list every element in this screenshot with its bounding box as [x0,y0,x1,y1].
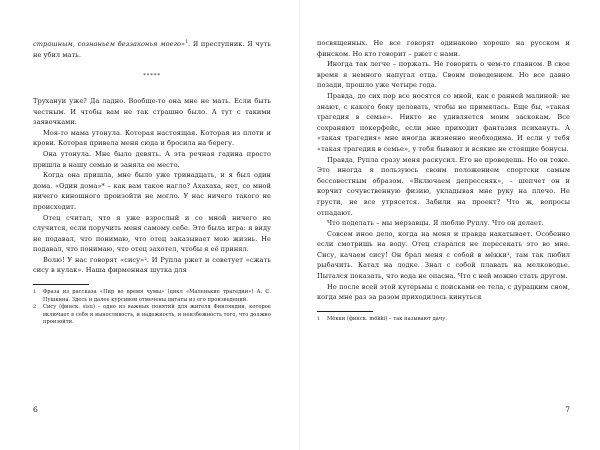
quote-italic: страшным, сознаньем беззаконья моего» [33,40,186,49]
paragraph: Правда, Рупла сразу меня раскусил. Его не проведешь. Но он тоже. Это иногда я пользуюсь своим положением спортски самым бессовестным образом. «Включаем депрессняк», – шепчет он и корчит сочувственную физию, укладывая мне руку на плечо. Не грусти, не все утрясется. Забили на проект? Что ж, вопросы отпадают. [317,155,570,217]
footnote-text: Фраза из рассказа «Пир во время чумы» (цикл «Маленькие трагедии») А. С. Пушкина. Здесь и далее курсивом отмечены цитаты из его произведений. [43,289,271,303]
footnote-number: 1 [33,290,37,296]
opening-rest: . Я преступник. Я чуть не убил мать. [33,40,271,59]
paragraph: Иногда так легче – поржать. Не говорить о чем-то главном. В свое время я немного напугал отца. Своим поведением. Но все давно позади, прошло уже четыре года. [317,60,570,90]
paragraph: Правда, до сих пор все носятся со мной, как с ранней малиной: не знают, с какого боку целовать, чтобы не примялась. Еще бы, «такая трагедия в семье». Никто не удивляется моим заскокам. Все сохраняют покерфейс, если мне приходит фантазия психануть. А «такая трагедия» мне иногда жизненно необходима. И если у тебя «такая трагедия в семье», у тебя бывают и всякие не стоящие бонусы. [317,91,570,153]
paragraph: Волю! У нас говорят «сису»². И Рупла ржет и советует «сжать сису в кулак». Наша фирменная шутка для [33,255,271,275]
footnote-ref: 1 [185,40,189,45]
footnote-number: 1 [317,316,321,322]
paragraph: посвященных. Не все говорят одинаково хорошо на русском и финском. Но кто говорит – ржет с нами. [317,39,570,58]
paragraph: Она утонула. Мне было девять. А эта речная гадина просто пришла в нашу семью и заняла ее место. [33,149,271,169]
paragraph: Моя-то мама утонула. Которая настоящая. Которая из плоти и крови. Которая привела меня сюда и бросила на берегу. [33,128,271,148]
opening-line [33,38,271,60]
footnote-rule [317,311,373,312]
footnote-rule [33,284,89,285]
paragraph: Когда она пришла, мне было уже тринадцать, и я был один дома. «Один дома»* – как вам такое нагло? Ахахаха, нет, со мной ничего киношного произойти не могло. У нас ничего такого не происходит. [33,171,271,211]
footnote-text: Мёкки (финск. mökki) – так называют дачу. [327,315,448,322]
paragraph: Трухануи уже? Да ладно. Вообще-то она мне не мать. Если быть честным. И чтобы вам не так страшно было. А тут с такими заявочками. [33,96,271,127]
page-number: 6 [33,405,38,414]
paragraph: Совсем иное дело, когда на меня и правда накатывает. Особенно если смотришь на воду. Отец старался не пересекать это во мне. Сису, качаем сису! Он брал меня с собой в мёкки¹, там так любил рыбачить. Катал на лодке. Знал с собой плавать на мелководье. Пытался показать, что вода не опасна. Что с ней можно стать другом. [317,229,570,281]
left-text-column [33,38,271,327]
footnote [33,304,271,327]
paragraph: Отец считал, что я уже взрослый и со мной ничего не случится, если поручить меня самому себе. Это была игра: я виду не подавал, что понимаю, что отец заказывает мою жизнь. Не подавал, что понимаю, что отец захотел, чтобы я её принял. [33,213,271,254]
footnote [33,289,271,304]
paragraph: Но после всей этой кутерьмы с поисками ее тела, с дурацким сном, когда мне раз за разом приходилось кинуться [317,282,570,302]
section-divider: ***** [143,73,161,80]
footnote-text: Сису (финск. sisu) – одно из важных понятий для жителя Финляндии, которое включает в себя и выносливость, и надежность, и неизбежность того, что должно произойти. [43,304,271,326]
right-page [300,0,600,450]
page-number: 7 [565,405,570,414]
footnote [317,316,570,324]
paragraph: Что поделать – мы мерзавцы. Я люблю Руплу. Что он делает. [327,219,544,228]
right-text-column [317,38,570,323]
footnote-number: 2 [33,305,37,311]
